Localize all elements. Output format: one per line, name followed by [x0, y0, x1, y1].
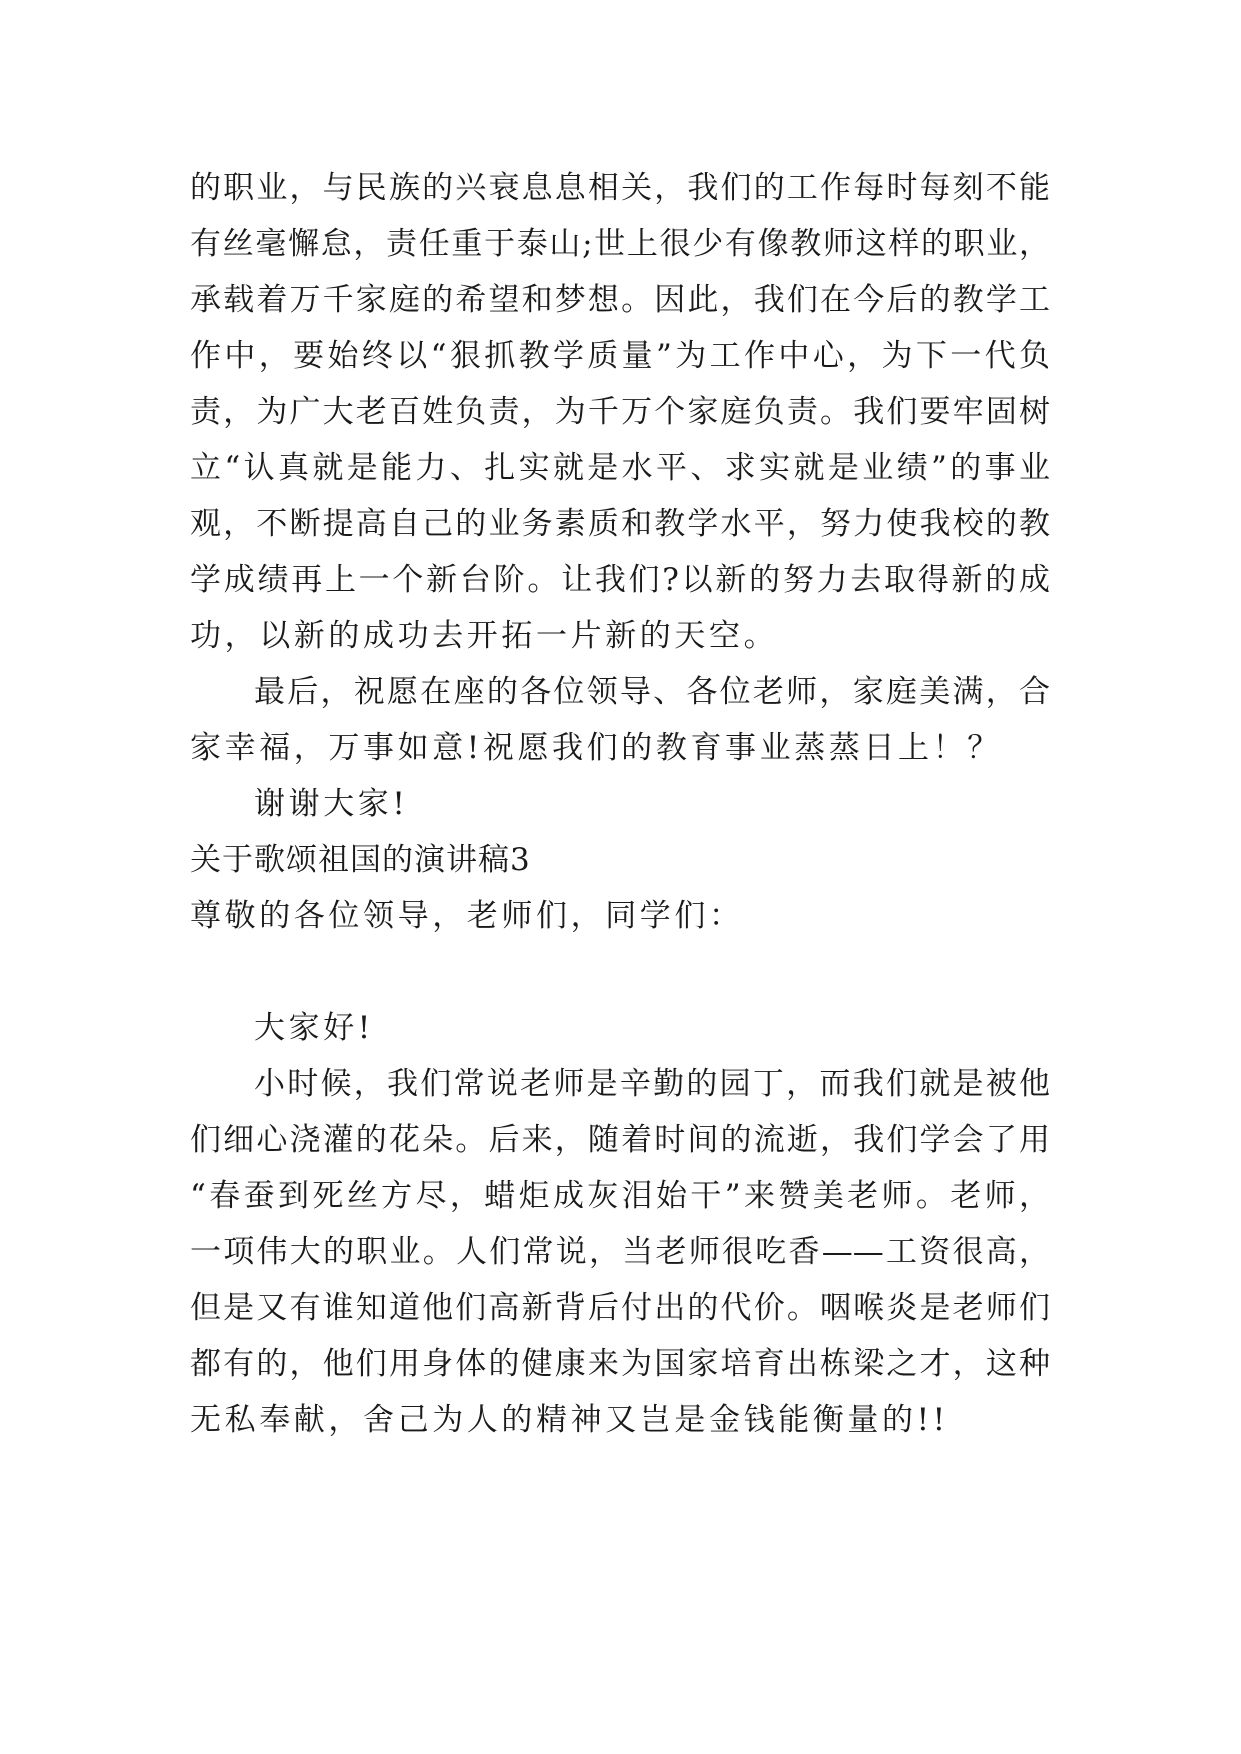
text-line: 作中，要始终以“狠抓教学质量”为工作中心，为下一代负 — [190, 338, 1050, 374]
blank-line — [190, 944, 1050, 1000]
text-line: 责，为广大老百姓负责，为千万个家庭负责。我们要牢固树 — [190, 394, 1050, 430]
paragraph-closing-wishes — [190, 664, 1050, 776]
text-line: 小时候，我们常说老师是辛勤的园丁，而我们就是被他 — [254, 1066, 1050, 1102]
text-line: 承载着万千家庭的希望和梦想。因此，我们在今后的教学工 — [190, 282, 1050, 318]
thanks-line: 谢谢大家! — [254, 786, 409, 822]
document-page — [190, 160, 1050, 1448]
text-line: 的职业，与民族的兴衰息息相关，我们的工作每时每刻不能 — [190, 170, 1050, 206]
text-line: 最后，祝愿在座的各位领导、各位老师，家庭美满，合 — [254, 674, 1050, 710]
text-line: 无私奉献，舍己为人的精神又岂是金钱能衡量的!! — [190, 1402, 949, 1438]
text-line: 们细心浇灌的花朵。后来，随着时间的流逝，我们学会了用 — [190, 1122, 1050, 1158]
text-line: 都有的，他们用身体的健康来为国家培育出栋梁之才，这种 — [190, 1346, 1050, 1382]
section-title: 关于歌颂祖国的演讲稿3 — [190, 842, 531, 878]
text-line: 功，以新的成功去开拓一片新的天空。 — [190, 618, 779, 654]
paragraph-continuation — [190, 160, 1050, 664]
text-line: 学成绩再上一个新台阶。让我们?以新的努力去取得新的成 — [190, 562, 1050, 598]
text-line: 立“认真就是能力、扎实就是水平、求实就是业绩”的事业 — [190, 450, 1050, 486]
salutation: 尊敬的各位领导，老师们，同学们： — [190, 898, 744, 934]
greeting: 大家好! — [254, 1010, 374, 1046]
text-line: 有丝毫懈怠，责任重于泰山;世上很少有像教师这样的职业， — [190, 226, 1050, 262]
text-line: 一项伟大的职业。人们常说，当老师很吃香——工资很高， — [190, 1234, 1050, 1270]
text-line: 观，不断提高自己的业务素质和教学水平，努力使我校的教 — [190, 506, 1050, 542]
text-line: 家幸福，万事如意!祝愿我们的教育事业蒸蒸日上！？ — [190, 730, 1002, 766]
paragraph-teacher-tribute — [190, 1056, 1050, 1448]
text-line: 但是又有谁知道他们高新背后付出的代价。咽喉炎是老师们 — [190, 1290, 1050, 1326]
text-line: “春蚕到死丝方尽，蜡炬成灰泪始干”来赞美老师。老师， — [190, 1178, 1050, 1214]
